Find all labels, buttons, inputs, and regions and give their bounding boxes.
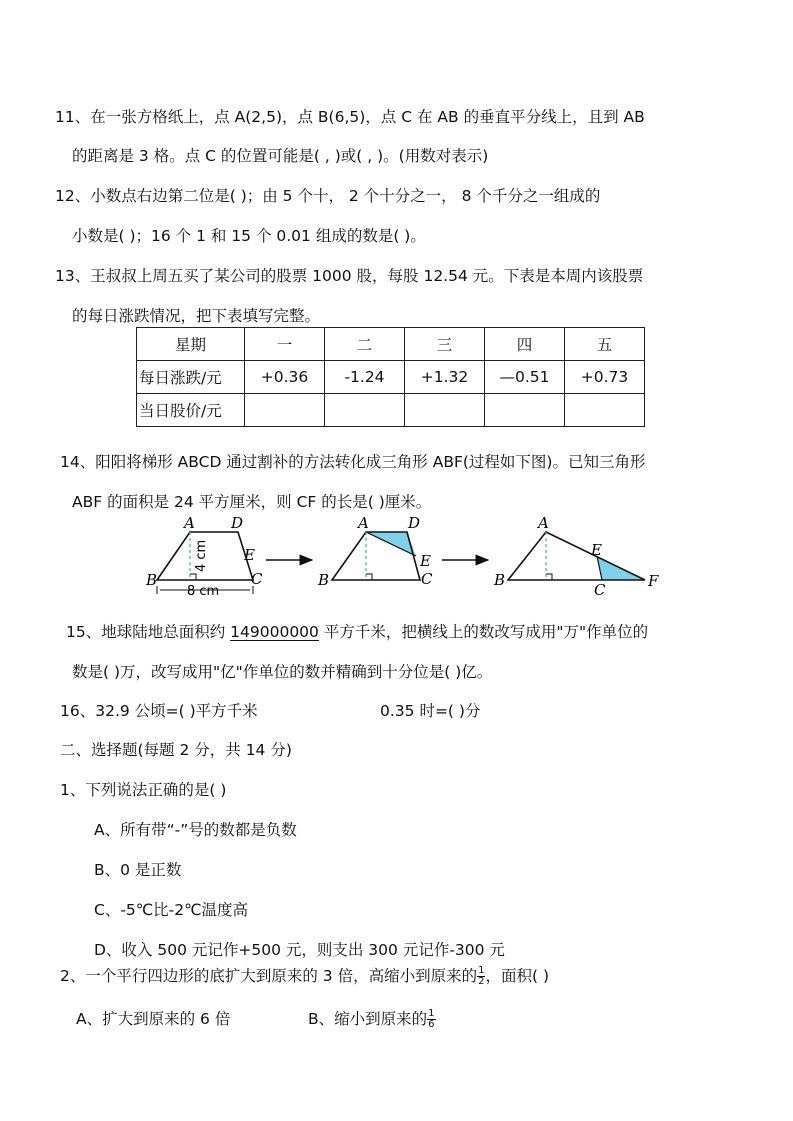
table-cell: —0.51: [485, 361, 565, 394]
answer-cell[interactable]: [245, 394, 325, 427]
row-label: 每日涨跌/元: [137, 361, 245, 394]
label-b: B: [318, 571, 330, 589]
table-cell: +0.36: [245, 361, 325, 394]
q15-line1: [66, 622, 648, 642]
mc1-option-c: C、-5℃比-2℃温度高: [94, 901, 249, 919]
q13-line1: 13、王叔叔上周五买了某公司的股票 1000 股，每股 12.54 元。下表是本周内该股票: [55, 267, 644, 285]
label-b: B: [146, 571, 158, 589]
mc2-option-b: [308, 1009, 436, 1030]
label-d: D: [231, 514, 244, 532]
answer-cell[interactable]: [565, 394, 645, 427]
label-a: A: [538, 514, 549, 532]
label-b: B: [494, 571, 506, 589]
q11-line2: 的距离是 3 格。点 C 的位置可能是( , )或( , )。(用数对表示): [72, 147, 489, 165]
q14-line2: ABF 的面积是 24 平方厘米，则 CF 的长是( )厘米。: [72, 493, 432, 511]
trapezoid-figure: [0, 512, 793, 602]
q16-part1: 16、32.9 公顷=( )平方千米: [60, 702, 258, 720]
fraction-numerator: 1: [428, 1008, 435, 1019]
mc2-stem: [60, 966, 549, 987]
table-cell: +1.32: [405, 361, 485, 394]
label-c: C: [251, 570, 263, 588]
fraction-denominator: 6: [428, 1019, 435, 1030]
mc1-stem: 1、下列说法正确的是( ): [60, 781, 227, 799]
stock-table: [136, 327, 645, 427]
table-row: [137, 361, 645, 394]
q12-line1: 12、小数点右边第二位是( )；由 5 个十， 2 个十分之一， 8 个千分之一组成的: [55, 187, 601, 205]
row-label: 当日股价/元: [137, 394, 245, 427]
table-header-cell: 一: [245, 328, 325, 361]
fraction-denominator: 2: [478, 976, 485, 987]
table-header-cell: 五: [565, 328, 645, 361]
underlined-number: 149000000: [230, 623, 319, 641]
mc2-stem-suffix: ，面积( ): [485, 967, 549, 985]
table-cell: -1.24: [325, 361, 405, 394]
q15-suffix: 平方千米，把横线上的数改写成用"万"作单位的: [318, 623, 649, 641]
q11-line1: 11、在一张方格纸上，点 A(2,5)，点 B(6,5)，点 C 在 AB 的垂直平分线上，且到 AB: [55, 108, 645, 126]
label-e: E: [591, 541, 602, 559]
table-row: [137, 394, 645, 427]
trapezoid-abcd: [145, 514, 263, 599]
answer-cell[interactable]: [405, 394, 485, 427]
q13-line2: 的每日涨跌情况，把下表填写完整。: [72, 307, 321, 325]
q14-line1: 14、阳阳将梯形 ABCD 通过割补的方法转化成三角形 ABF(过程如下图)。已知三角形: [60, 453, 646, 471]
q15-line2: 数是( )万，改写成用"亿"作单位的数并精确到十分位是( )亿。: [72, 663, 493, 681]
mc1-option-b: B、0 是正数: [94, 861, 182, 879]
mc1-option-d: D、收入 500 元记作+500 元，则支出 300 元记作-300 元: [94, 941, 505, 959]
mc2-option-a: A、扩大到原来的 6 倍: [76, 1010, 231, 1028]
label-c: C: [594, 581, 606, 599]
q15-prefix: 15、地球陆地总面积约: [66, 623, 231, 641]
table-header-cell: 四: [485, 328, 565, 361]
mc1-option-a: A、所有带“-”号的数都是负数: [94, 821, 297, 839]
section-title: 二、选择题(每题 2 分，共 14 分): [60, 741, 292, 759]
answer-cell[interactable]: [485, 394, 565, 427]
label-c: C: [421, 570, 433, 588]
transform-step-2: [317, 514, 433, 589]
label-a: A: [184, 514, 195, 532]
label-f: F: [648, 572, 659, 590]
triangle-abf: [493, 514, 659, 599]
q16-part2: 0.35 时=( )分: [380, 702, 481, 720]
mc2-optb-prefix: B、缩小到原来的: [308, 1010, 428, 1028]
fraction-one-sixth: [427, 1009, 435, 1030]
base-label: 8 cm: [187, 584, 220, 599]
label-e: E: [244, 546, 255, 564]
label-e: E: [420, 552, 431, 570]
table-header-cell: 二: [325, 328, 405, 361]
table-cell: +0.73: [565, 361, 645, 394]
height-label: 4 cm: [194, 539, 209, 572]
table-header-cell: 三: [405, 328, 485, 361]
table-header-cell: 星期: [137, 328, 245, 361]
q12-line2: 小数是( )；16 个 1 和 15 个 0.01 组成的数是( )。: [72, 227, 426, 245]
fraction-numerator: 1: [478, 965, 485, 976]
table-row: [137, 328, 645, 361]
label-d: D: [408, 514, 421, 532]
answer-cell[interactable]: [325, 394, 405, 427]
label-a: A: [358, 514, 369, 532]
mc2-stem-prefix: 2、一个平行四边形的底扩大到原来的 3 倍，高缩小到原来的: [60, 967, 478, 985]
